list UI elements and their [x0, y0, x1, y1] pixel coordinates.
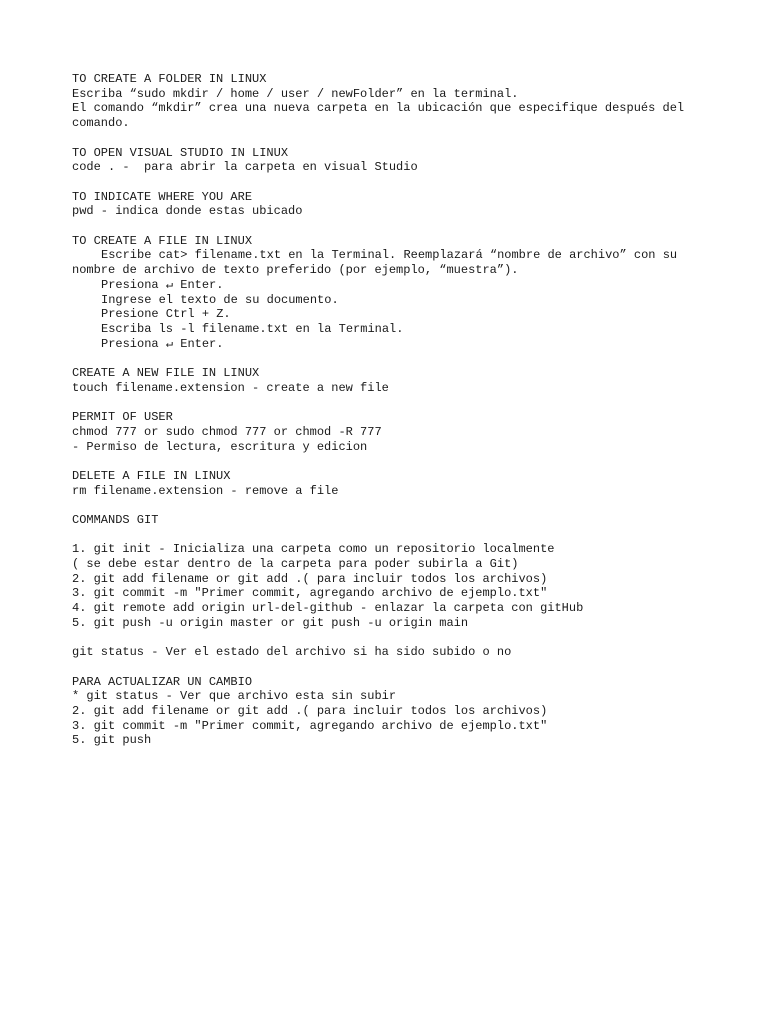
text-line: rm filename.extension - remove a file	[72, 483, 339, 498]
spacer	[72, 351, 702, 366]
list-item: 1. git init - Inicializa una carpeta como un repositorio localmente	[72, 542, 555, 557]
section-commands-git	[72, 513, 702, 660]
text-line: Escriba “sudo mkdir / home / user / newFolder” en la terminal.	[72, 86, 519, 101]
text-line: El comando “mkdir” crea una nueva carpeta en la ubicación que especifique después del comando.	[72, 101, 692, 131]
spacer	[72, 498, 702, 513]
list-item: 2. git add filename or git add .( para incluir todos los archivos)	[72, 704, 548, 719]
section-update-change	[72, 675, 702, 749]
list-item: 3. git commit -m "Primer commit, agregando archivo de ejemplo.txt"	[72, 718, 548, 733]
step-line: Presiona ↵ Enter.	[101, 336, 224, 351]
text-line: touch filename.extension - create a new file	[72, 380, 389, 395]
list-item: 4. git remote add origin url-del-github - enlazar la carpeta con gitHub	[72, 601, 584, 616]
spacer	[72, 395, 702, 410]
spacer	[72, 131, 702, 146]
section-heading: CREATE A NEW FILE IN LINUX	[72, 366, 260, 380]
section-heading: TO INDICATE WHERE YOU ARE	[72, 189, 253, 204]
section-heading: COMMANDS GIT	[72, 512, 159, 527]
document-page	[72, 72, 702, 748]
section-permit-user	[72, 410, 702, 454]
section-heading: TO CREATE A FOLDER IN LINUX	[72, 72, 267, 86]
spacer	[72, 631, 702, 646]
text-line: chmod 777 or sudo chmod 777 or chmod -R 777	[72, 424, 382, 439]
text-line: pwd - indica donde estas ubicado	[72, 204, 303, 219]
section-new-file	[72, 366, 702, 395]
list-item: 3. git commit -m "Primer commit, agregando archivo de ejemplo.txt"	[72, 586, 548, 601]
section-create-folder	[72, 72, 702, 131]
text-line: code . - para abrir la carpeta en visual Studio	[72, 160, 418, 175]
spacer	[72, 660, 702, 675]
spacer	[72, 454, 702, 469]
list-item: * git status - Ver que archivo esta sin subir	[72, 689, 397, 704]
section-heading: PERMIT OF USER	[72, 410, 173, 425]
spacer	[72, 528, 702, 543]
text-line: - Permiso de lectura, escritura y edicion	[72, 439, 368, 454]
spacer	[72, 219, 702, 234]
text-line: git status - Ver el estado del archivo si ha sido subido o no	[72, 645, 512, 660]
section-open-vscode	[72, 146, 702, 175]
section-heading: DELETE A FILE IN LINUX	[72, 468, 231, 483]
list-item: 5. git push	[72, 733, 152, 748]
section-heading: TO CREATE A FILE IN LINUX	[72, 233, 253, 248]
section-create-file	[72, 234, 702, 352]
section-heading: TO OPEN VISUAL STUDIO IN LINUX	[72, 145, 289, 160]
step-line: Ingrese el texto de su documento.	[101, 292, 339, 307]
step-line: Presione Ctrl + Z.	[101, 307, 231, 322]
spacer	[72, 175, 702, 190]
list-item: ( se debe estar dentro de la carpeta para poder subirla a Git)	[72, 557, 519, 572]
list-item: 2. git add filename or git add .( para incluir todos los archivos)	[72, 571, 548, 586]
text-line: Escribe cat> filename.txt en la Terminal. Reemplazará “nombre de archivo” con su nombre de archivo de texto preferido (por ejemplo, “muestra”).	[72, 248, 685, 278]
section-pwd	[72, 190, 702, 219]
step-line: Presiona ↵ Enter.	[101, 277, 224, 292]
section-delete-file	[72, 469, 702, 498]
step-line: Escriba ls -l filename.txt en la Terminal.	[101, 321, 404, 336]
list-item: 5. git push -u origin master or git push -u origin main	[72, 615, 469, 630]
section-heading: PARA ACTUALIZAR UN CAMBIO	[72, 674, 253, 689]
